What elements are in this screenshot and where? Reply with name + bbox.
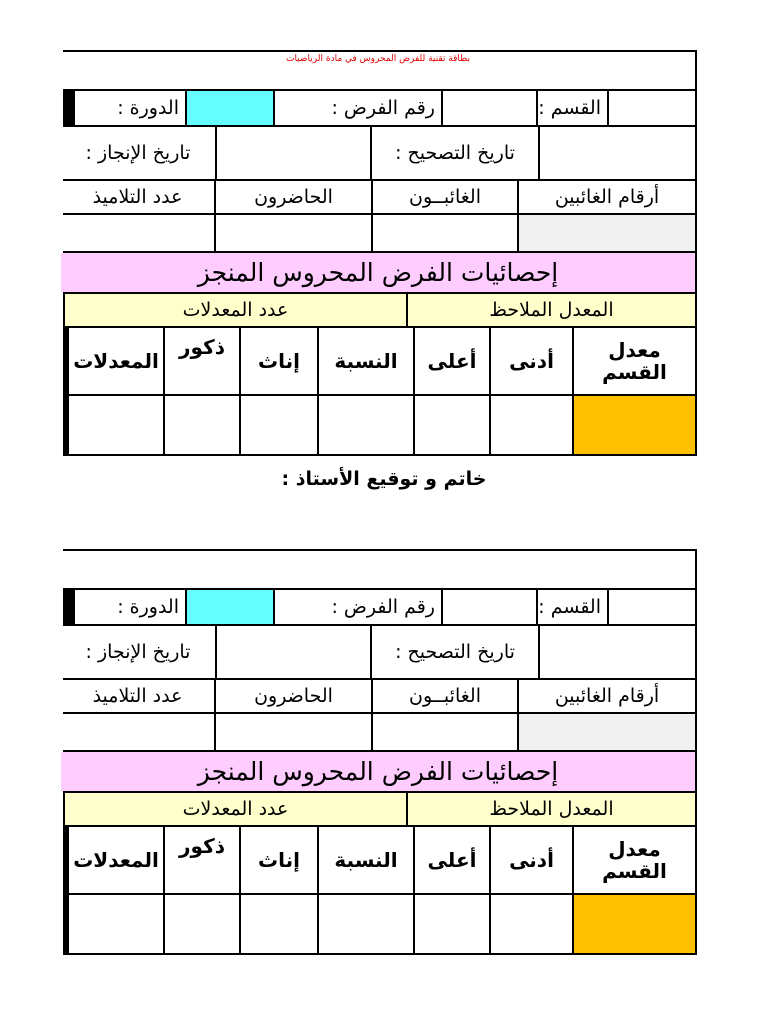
col-min: أدنى <box>491 827 572 893</box>
col-min: أدنى <box>491 328 572 394</box>
ratio-value[interactable] <box>319 396 413 454</box>
absent-label: الغائبــون <box>373 181 517 213</box>
females-value[interactable] <box>241 895 317 953</box>
stats-title-row <box>61 752 695 791</box>
dates-row <box>61 127 695 179</box>
col-ratio: النسبة <box>319 328 413 394</box>
stats-values-row <box>61 396 695 454</box>
completion-date-value[interactable] <box>217 626 370 678</box>
observed-average-label: المعدل الملاحظ <box>408 294 695 326</box>
session-label: الدورة : <box>75 91 185 125</box>
dates-row <box>61 626 695 678</box>
attendance-header-row <box>61 181 695 213</box>
averages-count-label: عدد المعدلات <box>65 294 406 326</box>
groups-row <box>61 793 695 825</box>
col-max: أعلى <box>415 328 489 394</box>
present-value[interactable] <box>216 215 371 251</box>
col-females: إناث <box>241 827 317 893</box>
teacher-signature-label: خاتم و توقيع الأستاذ : <box>281 468 487 490</box>
present-value[interactable] <box>216 714 371 750</box>
card-title: بطاقة تقنية للفرض المحروس في مادة الرياضيات <box>61 52 695 89</box>
col-averages: المعدلات <box>69 328 163 394</box>
col-max: أعلى <box>415 827 489 893</box>
class-average-value[interactable] <box>574 396 695 454</box>
session-value[interactable] <box>187 590 273 624</box>
stats-title-row <box>61 253 695 292</box>
completion-date-value[interactable] <box>217 127 370 179</box>
card-title-row <box>61 551 695 588</box>
col-averages: المعدلات <box>69 827 163 893</box>
exam-number-value[interactable] <box>443 590 536 624</box>
present-label: الحاضرون <box>216 680 371 712</box>
min-value[interactable] <box>491 895 572 953</box>
col-females: إناث <box>241 328 317 394</box>
max-value[interactable] <box>415 396 489 454</box>
averages-value[interactable] <box>69 895 163 953</box>
info-row <box>61 590 695 624</box>
section-value[interactable] <box>609 91 695 125</box>
exam-number-value[interactable] <box>443 91 536 125</box>
attendance-values-row <box>61 714 695 750</box>
students-count-label: عدد التلاميذ <box>61 680 214 712</box>
attendance-header-row <box>61 680 695 712</box>
stats-columns-row <box>61 328 695 394</box>
exam-card-1 <box>63 50 697 456</box>
observed-average-label: المعدل الملاحظ <box>408 793 695 825</box>
col-males: ذكور <box>165 328 239 394</box>
session-label: الدورة : <box>75 590 185 624</box>
exam-number-label: رقم الفرض : <box>275 590 441 624</box>
absent-value[interactable] <box>373 714 517 750</box>
males-value[interactable] <box>165 895 239 953</box>
attendance-values-row <box>61 215 695 251</box>
absent-numbers-value[interactable] <box>519 714 695 750</box>
stats-title: إحصائيات الفرض المحروس المنجز <box>61 752 695 791</box>
males-value[interactable] <box>165 396 239 454</box>
correction-date-label: تاريخ التصحيح : <box>372 127 538 179</box>
exam-card-2 <box>63 549 697 955</box>
students-count-value[interactable] <box>61 714 214 750</box>
correction-date-value[interactable] <box>540 127 695 179</box>
absent-value[interactable] <box>373 215 517 251</box>
class-average-value[interactable] <box>574 895 695 953</box>
averages-count-label: عدد المعدلات <box>65 793 406 825</box>
col-class-average: معدل القسم <box>574 827 695 893</box>
min-value[interactable] <box>491 396 572 454</box>
absent-numbers-value[interactable] <box>519 215 695 251</box>
correction-date-label: تاريخ التصحيح : <box>372 626 538 678</box>
session-value[interactable] <box>187 91 273 125</box>
max-value[interactable] <box>415 895 489 953</box>
col-males: ذكور <box>165 827 239 893</box>
groups-row <box>61 294 695 326</box>
females-value[interactable] <box>241 396 317 454</box>
section-value[interactable] <box>609 590 695 624</box>
completion-date-label: تاريخ الإنجاز : <box>61 626 215 678</box>
students-count-value[interactable] <box>61 215 214 251</box>
ratio-value[interactable] <box>319 895 413 953</box>
students-count-label: عدد التلاميذ <box>61 181 214 213</box>
card-title-row <box>61 52 695 89</box>
absent-label: الغائبــون <box>373 680 517 712</box>
stats-columns-row <box>61 827 695 893</box>
stats-title: إحصائيات الفرض المحروس المنجز <box>61 253 695 292</box>
averages-value[interactable] <box>69 396 163 454</box>
col-class-average: معدل القسم <box>574 328 695 394</box>
completion-date-label: تاريخ الإنجاز : <box>61 127 215 179</box>
correction-date-value[interactable] <box>540 626 695 678</box>
col-ratio: النسبة <box>319 827 413 893</box>
absent-numbers-label: أرقام الغائبين <box>519 680 695 712</box>
section-label: القسم : <box>538 590 607 624</box>
exam-number-label: رقم الفرض : <box>275 91 441 125</box>
present-label: الحاضرون <box>216 181 371 213</box>
card-title <box>61 551 695 588</box>
absent-numbers-label: أرقام الغائبين <box>519 181 695 213</box>
stats-values-row <box>61 895 695 953</box>
info-row <box>61 91 695 125</box>
section-label: القسم : <box>538 91 607 125</box>
